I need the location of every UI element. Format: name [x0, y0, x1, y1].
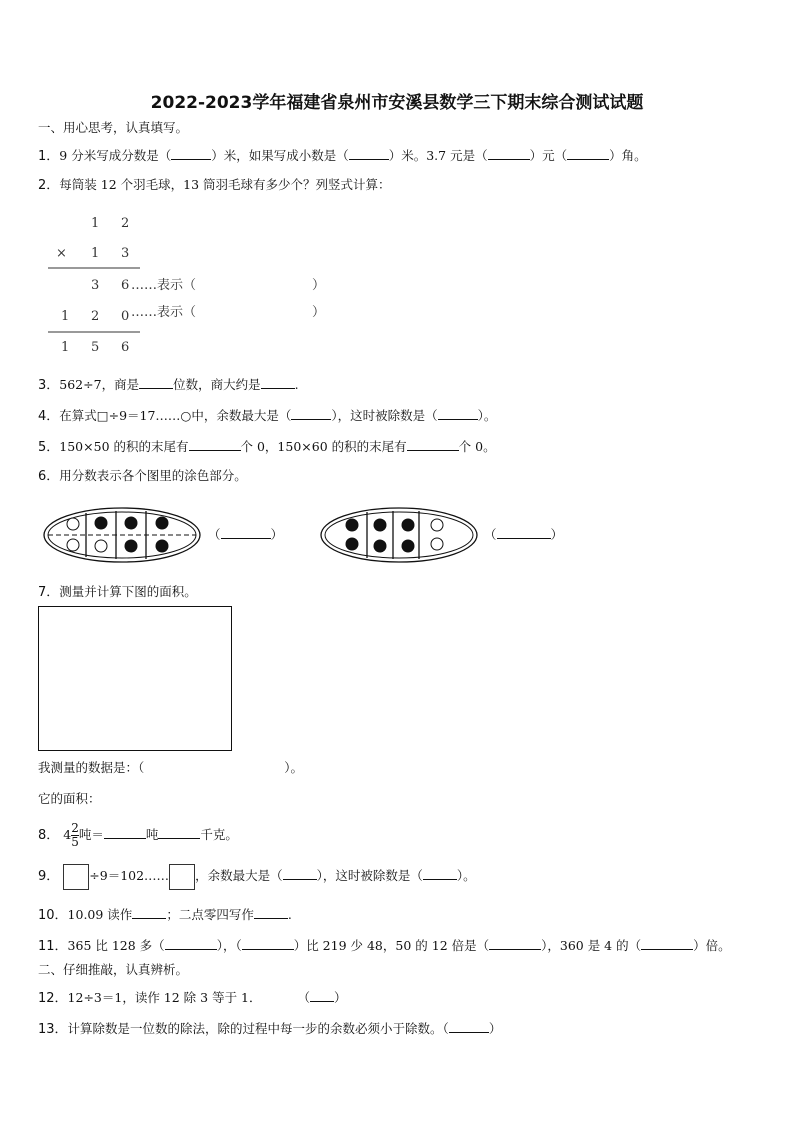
section-1-heading: 一、用心思考，认真填写。	[38, 120, 189, 135]
ellipse-figure-2	[319, 506, 479, 564]
digit: 2	[91, 309, 100, 324]
question-8: 8． 4 $\frac{2}{5}$ 吨＝ 吨 千克。	[38, 821, 238, 849]
figure-2-answer: （ ）	[484, 527, 564, 542]
q4-blank-1[interactable]	[291, 406, 331, 420]
digit: 1	[61, 340, 70, 355]
q1-blank-1[interactable]	[171, 146, 211, 160]
measure-line: 我测量的数据是：（ ）。	[38, 760, 304, 775]
question-10: 10．10.09 读作 ；二点零四写作 .	[38, 907, 292, 923]
digit: 2	[121, 216, 130, 231]
question-12: 12．12÷3＝1，读作 12 除 3 等于 1． （ ）	[38, 990, 347, 1006]
digit: 1	[91, 216, 100, 231]
question-1: 1．9 分米写成分数是（ ）米，如果写成小数是（ ）米。3.7 元是（ ）元（ ）角。	[38, 148, 647, 164]
question-2: 2．每筒装 12 个羽毛球，13 筒羽毛球有多少个？列竖式计算：	[38, 177, 391, 193]
q5-blank-2[interactable]	[407, 437, 459, 451]
figure-2-blank[interactable]	[497, 525, 551, 539]
digit: 1	[61, 309, 70, 324]
figure-1-blank[interactable]	[221, 525, 271, 539]
q3-blank-1[interactable]	[139, 375, 173, 389]
q5-blank-1[interactable]	[189, 437, 241, 451]
digit: 0	[121, 309, 130, 324]
question-5: 5．150×50 的积的末尾有 个 0，150×60 的积的末尾有 个 0。	[38, 439, 496, 455]
q12-blank[interactable]	[310, 988, 334, 1002]
q1-blank-2[interactable]	[349, 146, 389, 160]
q1-blank-3[interactable]	[488, 146, 530, 160]
q10-blank-1[interactable]	[132, 905, 166, 919]
page-title: 2022-2023学年福建省泉州市安溪县数学三下期末综合测试试题	[150, 93, 644, 113]
multiply-sign: ×	[56, 246, 67, 261]
note-1: ……表示（	[131, 278, 197, 293]
digit: 6	[121, 278, 130, 293]
q8-blank-2[interactable]	[158, 825, 200, 839]
digit: 5	[91, 340, 100, 355]
dividend-box[interactable]	[63, 864, 89, 890]
remainder-box[interactable]	[169, 864, 195, 890]
area-line: 它的面积：	[38, 791, 101, 806]
q11-blank-4[interactable]	[641, 936, 693, 950]
ellipse-figure-1	[42, 506, 202, 564]
digit: 6	[121, 340, 130, 355]
q8-blank-1[interactable]	[104, 825, 146, 839]
q11-blank-2[interactable]	[242, 936, 294, 950]
question-9: 9． ÷9＝102…… ，余数最大是（ ），这时被除数是（ ）。	[38, 862, 476, 891]
question-6: 6．用分数表示各个图里的涂色部分。	[38, 468, 247, 484]
q13-blank[interactable]	[449, 1019, 489, 1033]
q11-blank-1[interactable]	[165, 936, 217, 950]
digit: 3	[91, 278, 100, 293]
q3-blank-2[interactable]	[261, 375, 295, 389]
q10-blank-2[interactable]	[254, 905, 288, 919]
q1-blank-4[interactable]	[567, 146, 609, 160]
digit: 3	[121, 246, 130, 261]
figure-1-answer: （ ）	[208, 527, 284, 542]
measure-rectangle	[38, 606, 232, 751]
question-13: 13．计算除数是一位数的除法，除的过程中每一步的余数必须小于除数。（ ）	[38, 1021, 502, 1037]
question-7: 7．测量并计算下图的面积。	[38, 584, 197, 600]
note-2-close: ）	[312, 305, 326, 320]
q4-blank-2[interactable]	[438, 406, 478, 420]
digit: 1	[91, 246, 100, 261]
vertical-multiplication	[40, 205, 340, 365]
question-3: 3．562÷7，商是 位数，商大约是 .	[38, 377, 299, 393]
note-1-close: ）	[312, 278, 326, 293]
mixed-number: 4 $\frac{2}{5}$	[63, 821, 79, 849]
q9-blank-2[interactable]	[423, 866, 457, 880]
q11-blank-3[interactable]	[489, 936, 541, 950]
question-4: 4．在算式□÷9＝17……○中，余数最大是（ ），这时被除数是（ ）。	[38, 408, 497, 424]
note-2: ……表示（	[131, 305, 197, 320]
section-2-heading: 二、仔细推敲，认真辨析。	[38, 962, 189, 977]
question-11: 11．365 比 128 多（ ），（ ）比 219 少 48，50 的 12 倍是（ ），360 是 4 的（ ）倍。	[38, 938, 731, 954]
q9-blank-1[interactable]	[283, 866, 317, 880]
